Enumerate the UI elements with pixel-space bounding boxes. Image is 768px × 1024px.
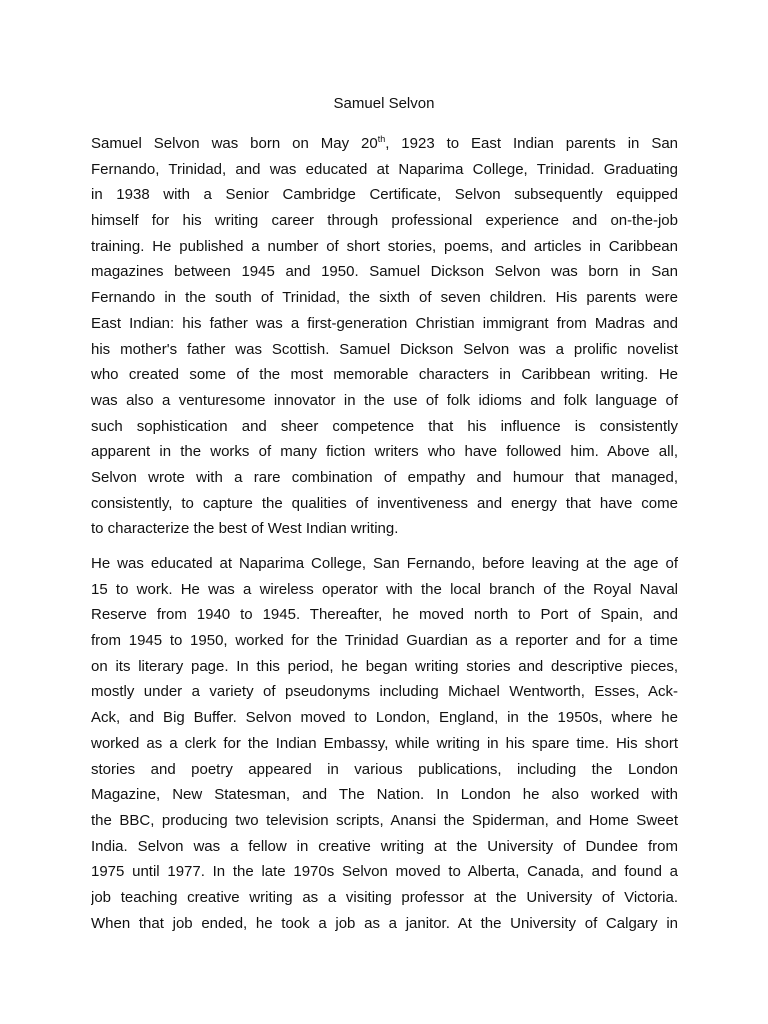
text-line: training. He published a number of short stories, poems, and articles in Caribbean bbox=[91, 237, 678, 255]
text-line-start: Samuel Selvon was born on May 20 bbox=[91, 135, 378, 152]
text-line: India. Selvon was a fellow in creative writing at the University of Dundee from bbox=[91, 837, 678, 855]
paragraph-1 bbox=[91, 131, 678, 542]
text-line: He was educated at Naparima College, San Fernando, before leaving at the age of bbox=[91, 555, 678, 572]
text-line: Ack, and Big Buffer. Selvon moved to London, England, in the 1950s, where he bbox=[91, 709, 678, 727]
text-line: 1975 until 1977. In the late 1970s Selvon moved to Alberta, Canada, and found a bbox=[91, 863, 678, 881]
text-line: When that job ended, he took a job as a janitor. At the University of Calgary in bbox=[91, 914, 678, 932]
text-line: who created some of the most memorable characters in Caribbean writing. He bbox=[91, 366, 678, 384]
text-line: worked as a clerk for the Indian Embassy, while writing in his spare time. His short bbox=[91, 734, 678, 752]
text-line-end: , 1923 to East Indian parents in San bbox=[385, 135, 678, 152]
text-line: Fernando in the south of Trinidad, the sixth of seven children. His parents were bbox=[91, 289, 678, 307]
text-line bbox=[91, 131, 678, 157]
text-line: consistently, to capture the qualities of inventiveness and energy that have come bbox=[91, 494, 678, 512]
text-line: to characterize the best of West Indian writing. bbox=[91, 520, 399, 538]
text-line: East Indian: his father was a first-generation Christian immigrant from Madras and bbox=[91, 314, 678, 332]
text-line: in 1938 with a Senior Cambridge Certificate, Selvon subsequently equipped bbox=[91, 186, 678, 204]
superscript-ordinal: th bbox=[377, 134, 386, 144]
text-line: was also a venturesome innovator in the use of folk idioms and folk language of bbox=[91, 391, 678, 409]
text-line: mostly under a variety of pseudonyms including Michael Wentworth, Esses, Ack- bbox=[91, 683, 678, 701]
text-line: 15 to work. He was a wireless operator with the local branch of the Royal Naval bbox=[91, 580, 678, 598]
text-line: Fernando, Trinidad, and was educated at Naparima College, Trinidad. Graduating bbox=[91, 160, 678, 178]
text-line: Magazine, New Statesman, and The Nation. In London he also worked with bbox=[91, 786, 678, 804]
text-line: on its literary page. In this period, he began writing stories and descriptive pieces, bbox=[91, 657, 678, 675]
paragraph-2 bbox=[91, 551, 678, 936]
text-line: apparent in the works of many fiction writers who have followed him. Above all, bbox=[91, 443, 678, 461]
text-line: Reserve from 1940 to 1945. Thereafter, he moved north to Port of Spain, and bbox=[91, 606, 678, 624]
document-title: Samuel Selvon bbox=[333, 95, 435, 112]
text-line: the BBC, producing two television scripts, Anansi the Spiderman, and Home Sweet bbox=[91, 811, 678, 829]
text-line: such sophistication and sheer competence that his influence is consistently bbox=[91, 417, 678, 435]
text-line: Selvon wrote with a rare combination of empathy and humour that managed, bbox=[91, 468, 678, 486]
text-line: himself for his writing career through professional experience and on-the-job bbox=[91, 212, 678, 230]
text-line: job teaching creative writing as a visiting professor at the University of Victoria. bbox=[91, 888, 678, 906]
text-line: his mother's father was Scottish. Samuel Dickson Selvon was a prolific novelist bbox=[91, 340, 678, 358]
text-line: magazines between 1945 and 1950. Samuel Dickson Selvon was born in San bbox=[91, 263, 678, 281]
text-line: stories and poetry appeared in various publications, including the London bbox=[91, 760, 678, 778]
text-line: from 1945 to 1950, worked for the Trinidad Guardian as a reporter and for a time bbox=[91, 632, 678, 650]
